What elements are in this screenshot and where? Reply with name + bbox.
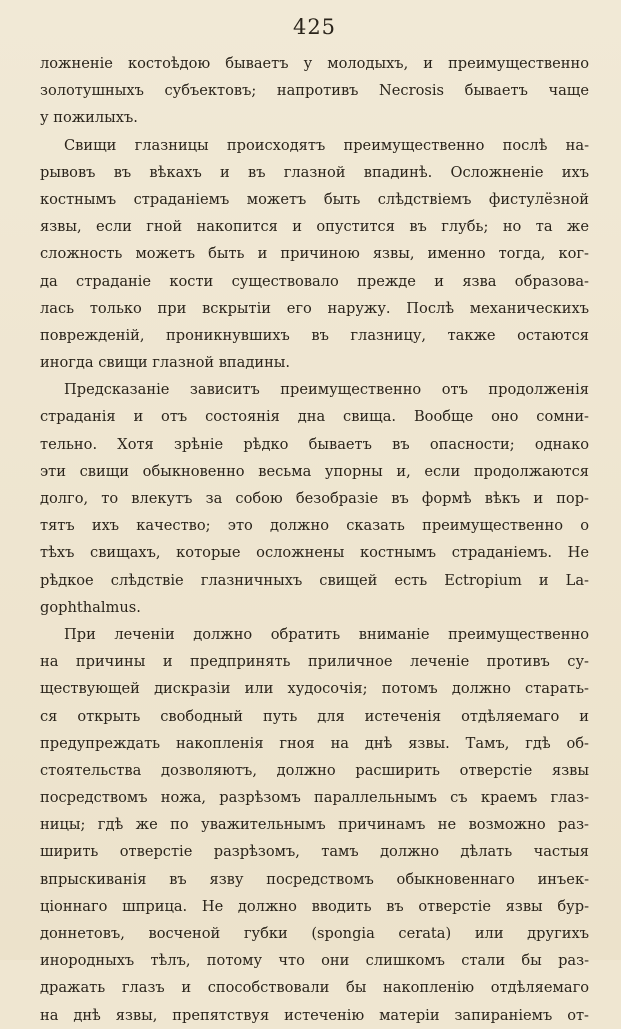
text-line: инородныхъ тѣлъ, потому что они слишкомъ стали бы раз- <box>40 952 589 970</box>
paragraph-2 <box>40 132 589 377</box>
text-line: тельно. Хотя зрѣніе рѣдко бываетъ въ опасности; однако <box>40 435 589 453</box>
text-line: ширить отверстіе разрѣзомъ, тамъ должно дѣлать частыя <box>40 843 589 861</box>
text-line: на днѣ язвы, препятствуя истеченію матеріи запираніемъ от- <box>40 1006 589 1024</box>
text-line: При леченіи должно обратить вниманіе преимущественно <box>64 625 589 643</box>
text-line: страданія и отъ состоянія дна свища. Вообще оно сомни- <box>40 408 589 426</box>
text-line: ся открыть свободный путь для истеченія отдѣляемаго и <box>40 707 589 725</box>
text-line: ложненіе костоѣдою бываетъ у молодыхъ, и преимущественно <box>40 55 589 72</box>
paragraph-3 <box>40 376 589 621</box>
text-line: золотушныхъ субъектовъ; напротивъ Necrosis бываетъ чаще <box>40 82 589 100</box>
text-line: тятъ ихъ качество; это должно сказать преимущественно о <box>40 517 589 535</box>
text-line: у пожилыхъ. <box>40 109 138 127</box>
text-line: ницы; гдѣ же по уважительнымъ причинамъ не возможно раз- <box>40 816 589 834</box>
text-line: тѣхъ свищахъ, которые осложнены костнымъ страданіемъ. Не <box>40 544 589 562</box>
text-line: стоятельства дозволяютъ, должно расширить отверстіе язвы <box>40 761 589 779</box>
text-line: язвы, если гной накопится и опустится въ глубь; но та же <box>40 218 589 236</box>
text-line: Свищи глазницы происходятъ преимущественно послѣ на- <box>64 136 589 154</box>
text-line: посредствомъ ножа, разрѣзомъ параллельнымъ съ краемъ глаз- <box>40 789 589 807</box>
text-line: предупреждать накопленія гноя на днѣ язвы. Тамъ, гдѣ об- <box>40 734 589 752</box>
text-line: на причины и предпринять приличное леченіе противъ су- <box>40 653 589 671</box>
text-line: эти свищи обыкновенно весьма упорны и, если продолжаются <box>40 462 589 480</box>
text-line: поврежденій, проникнувшихъ въ глазницу, также остаются <box>40 326 589 344</box>
text-line: доннетовъ, восченой губки (spongia cerata) или другихъ <box>40 925 589 942</box>
text-line: иногда свищи глазной впадины. <box>40 354 291 372</box>
text-line: долго, то влекутъ за собою безобразіе въ формѣ вѣкъ и пор- <box>40 490 589 507</box>
text-line: рѣдкое слѣдствіе глазничныхъ свищей есть Ectropium и La- <box>40 571 589 589</box>
text-line: gophthalmus. <box>40 598 141 616</box>
text-line: Предсказаніе зависитъ преимущественно отъ продолженія <box>64 381 589 399</box>
page-number: 425 <box>292 15 337 39</box>
text-line: ціоннаго шприца. Не должно вводить въ отверстіе язвы бур- <box>40 897 589 915</box>
text-line: дражать глазъ и способствовали бы накопленію отдѣляемаго <box>40 979 589 997</box>
text-line: костнымъ страданіемъ можетъ быть слѣдствіемъ фистулёзной <box>40 190 589 208</box>
paragraph-1 <box>40 50 589 132</box>
text-line: да страданіе кости существовало прежде и язва образова- <box>40 272 589 290</box>
text-line: сложность можетъ быть и причиною язвы, именно тогда, ког- <box>40 245 589 263</box>
text-line: ществующей дискразіи или худосочія; потомъ должно старать- <box>40 680 589 698</box>
text-line: впрыскиванія въ язву посредствомъ обыкновеннаго инъек- <box>40 870 589 888</box>
paragraph-4 <box>40 621 589 1029</box>
text-line: лась только при вскрытіи его наружу. Послѣ механическихъ <box>40 299 589 317</box>
text-line: рывовъ въ вѣкахъ и въ глазной впадинѣ. Осложненіе ихъ <box>40 163 589 181</box>
